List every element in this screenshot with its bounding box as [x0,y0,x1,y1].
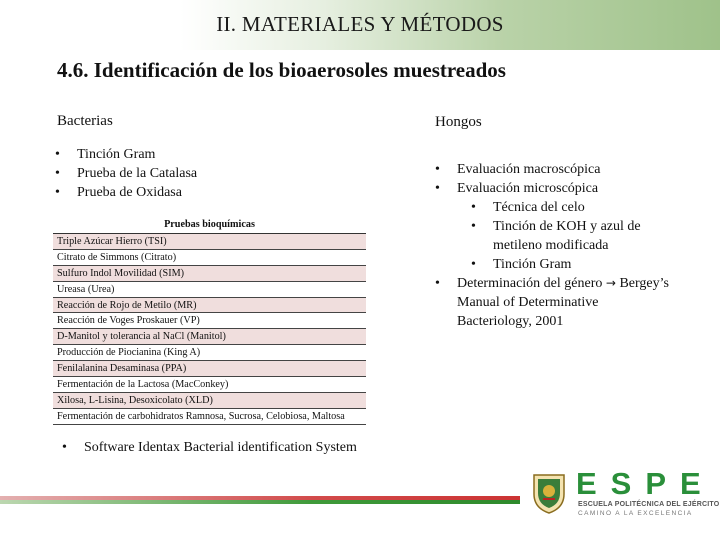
table-header: Pruebas bioquímicas [53,216,366,234]
list-item [435,274,675,331]
table-cell: Fenilalanina Desaminasa (PPA) [53,361,366,377]
table-row [53,234,366,250]
bergey-manual-text: Bergey’s Manual of Determinative Bacteriology, 2001 [457,276,669,329]
table-row [53,265,366,281]
list-item: • Prueba de Oxidasa [55,183,197,202]
table-cell: D-Manitol y tolerancia al NaCl (Manitol) [53,329,366,345]
table-cell: Producción de Piocianina (King A) [53,345,366,361]
right-arrow-icon: → [605,276,616,290]
table-cell: Ureasa (Urea) [53,281,366,297]
sub-list-item: • Técnica del celo [435,198,675,217]
table-cell: Citrato de Simmons (Citrato) [53,249,366,265]
espe-motto: CAMINO A LA EXCELENCIA [578,510,693,517]
table-cell: Triple Azúcar Hierro (TSI) [53,234,366,250]
table-cell: Reacción de Rojo de Metilo (MR) [53,297,366,313]
list-item: • Prueba de la Catalasa [55,164,197,183]
slide-subtitle: 4.6. Identificación de los bioaerosoles muestreados [57,58,506,82]
bacteria-heading: Bacterias [57,113,113,129]
table-cell: Fermentación de carbohidratos Ramnosa, Sucrosa, Celobiosa, Maltosa [53,408,366,424]
table-row [53,408,366,424]
fungi-heading: Hongos [435,114,482,130]
genus-text: Determinación del género [457,276,603,291]
table-row [53,392,366,408]
table-cell: Sulfuro Indol Movilidad (SIM) [53,265,366,281]
list-item: • Evaluación macroscópica [435,160,675,179]
table-row [53,249,366,265]
list-item: • Tinción Gram [55,145,197,164]
software-list [62,438,362,457]
espe-logo-text: ESPE [576,466,715,501]
sub-list-item: • Tinción de KOH y azul de metileno modificada [435,217,675,255]
espe-institution-name: ESCUELA POLITÉCNICA DEL EJÉRCITO [578,501,720,508]
table-cell: Fermentación de la Lactosa (MacConkey) [53,377,366,393]
table-row [53,361,366,377]
biochemical-tests-table [53,216,366,425]
espe-seal-icon [530,472,568,514]
table-row [53,377,366,393]
table-cell: Xilosa, L-Lisina, Desoxicolato (XLD) [53,392,366,408]
bacteria-test-list [55,145,197,202]
table-cell: Reacción de Voges Proskauer (VP) [53,313,366,329]
table-row [53,281,366,297]
sub-list-item: • Tinción Gram [435,255,675,274]
table-row [53,313,366,329]
fungi-test-list [435,160,675,331]
table-row [53,297,366,313]
footer-green-stripe [0,500,520,504]
list-item: • Software Identax Bacterial identification System [62,438,362,457]
list-item: • Evaluación microscópica [435,179,675,198]
table-row [53,345,366,361]
section-title: II. MATERIALES Y MÉTODOS [216,12,504,36]
table-row [53,329,366,345]
